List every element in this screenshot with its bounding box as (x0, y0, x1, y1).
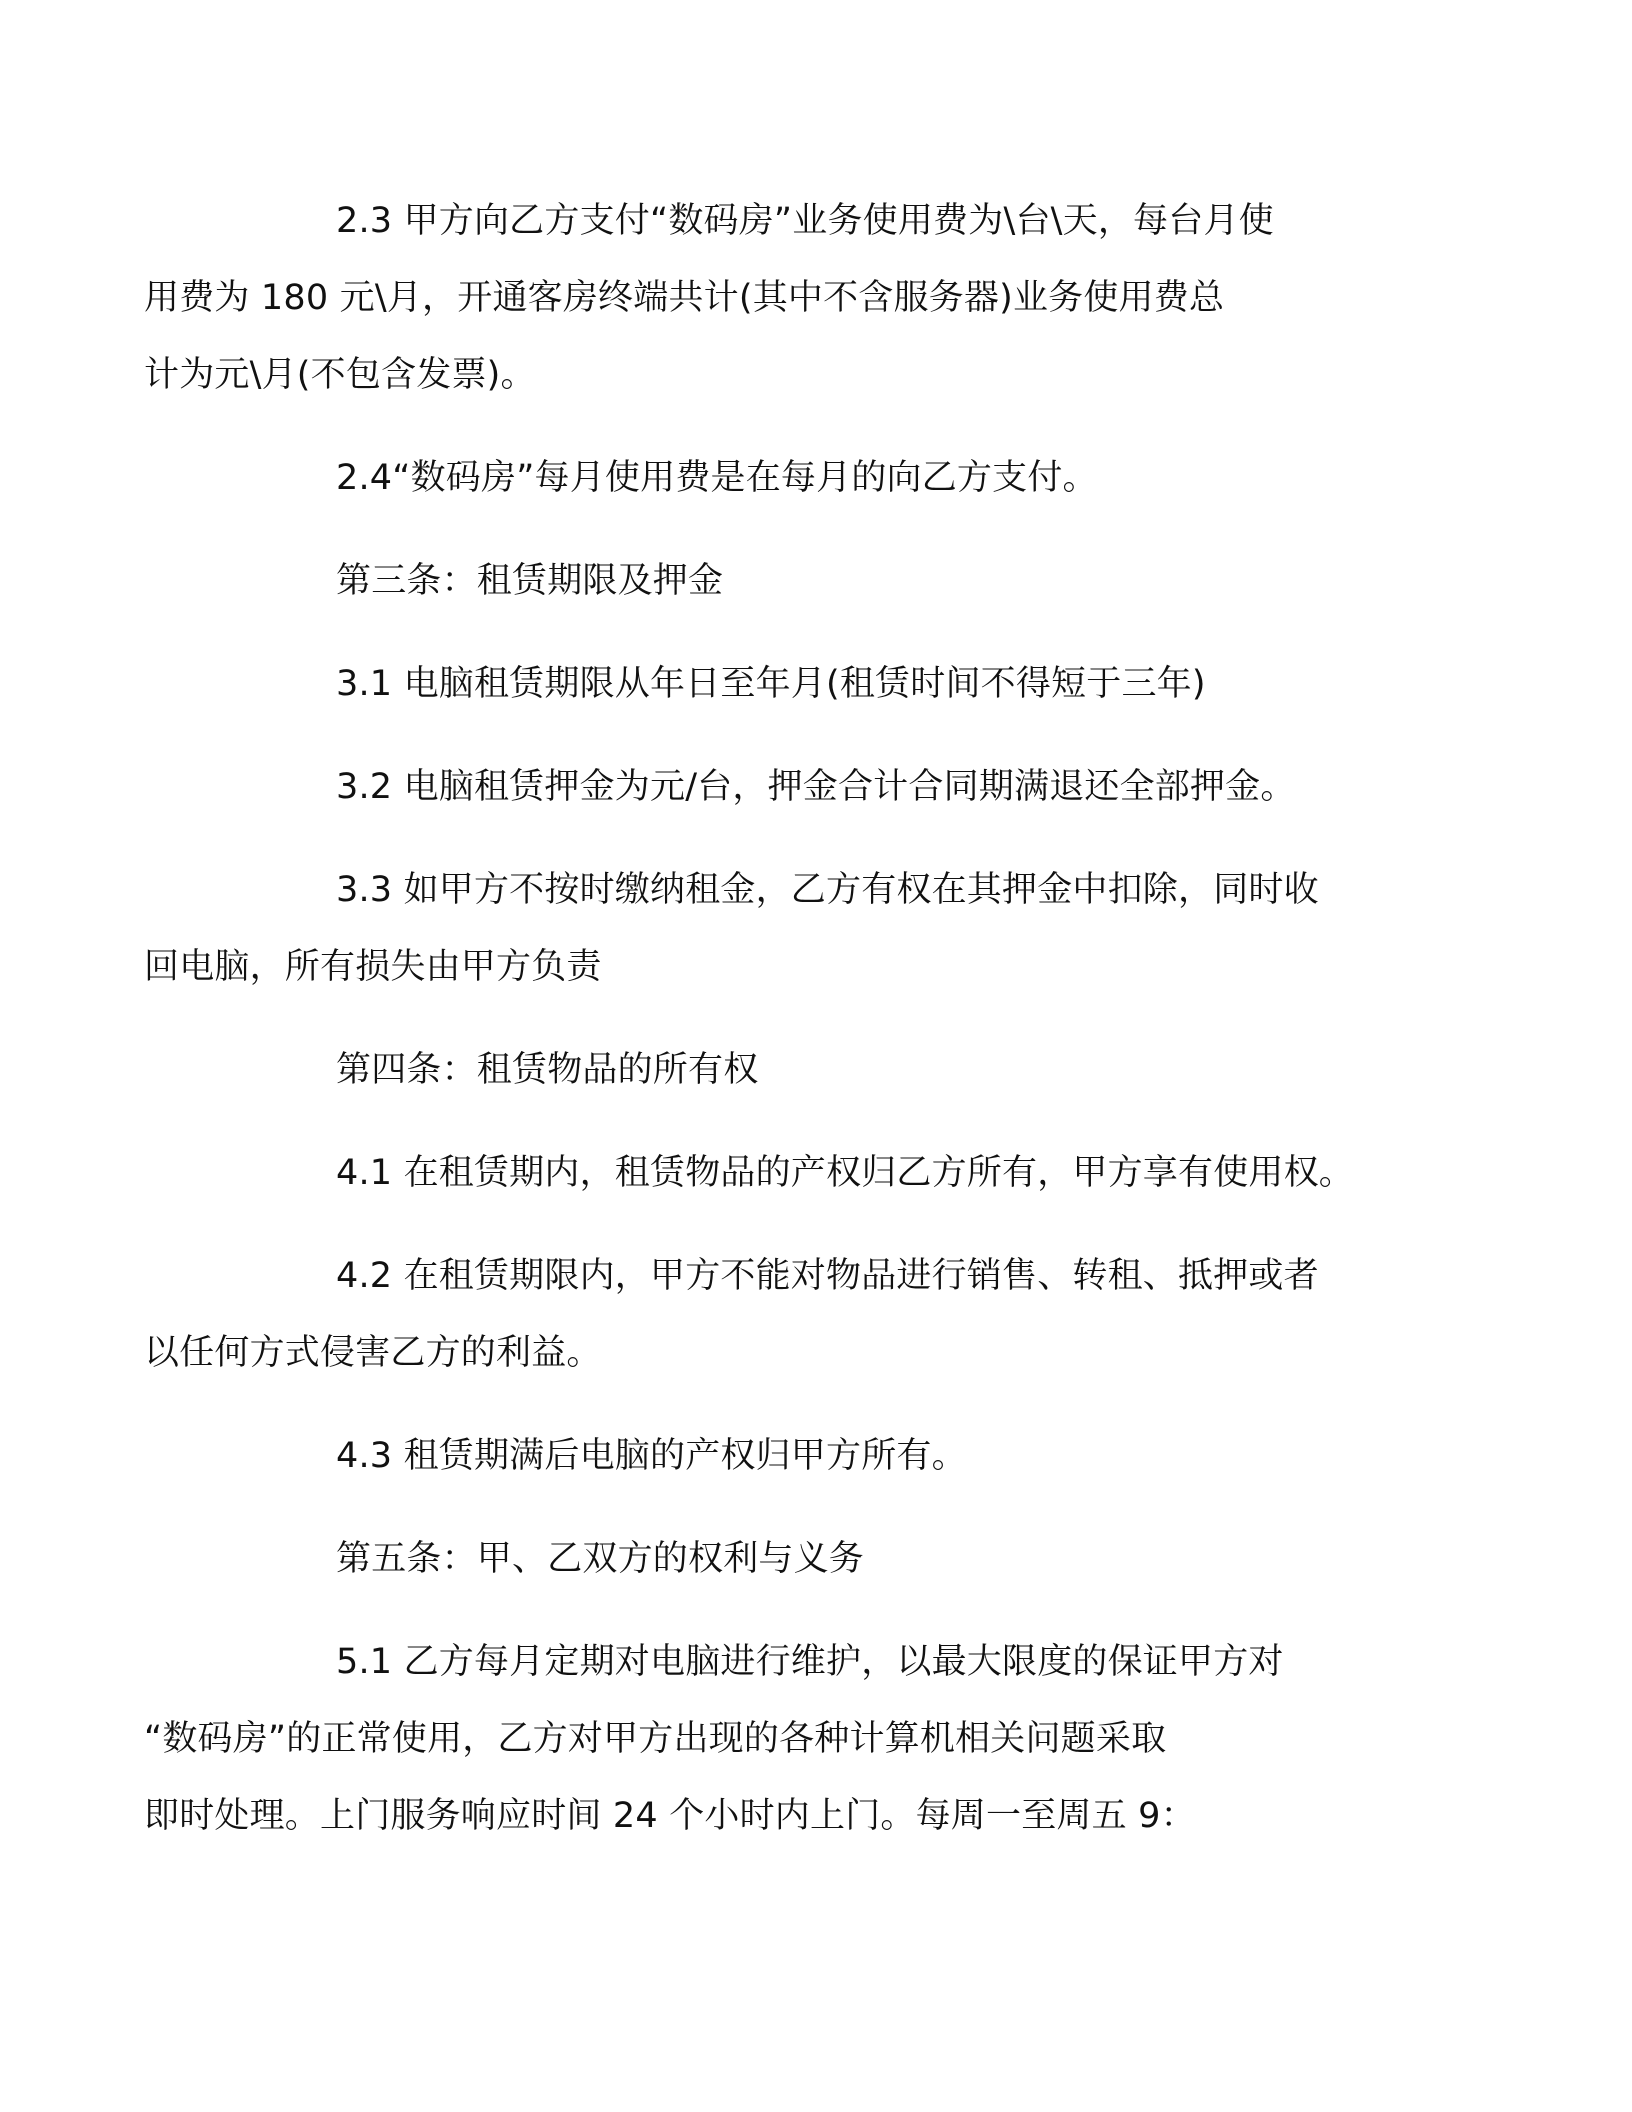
paragraph-line: 2.3 甲方向乙方支付“数码房”业务使用费为\台\天，每台月使 (336, 201, 1274, 241)
paragraph-line: 计为元\月(不包含发票)。 (144, 355, 536, 395)
paragraph-5-1 (144, 1624, 1368, 1855)
paragraph-4-3 (240, 1418, 1368, 1495)
paragraph-line: 回电脑，所有损失由甲方负责 (144, 947, 602, 987)
section-heading: 第四条：租赁物品的所有权 (336, 1050, 759, 1090)
paragraph-3-3 (144, 852, 1368, 1006)
section-heading: 第五条：甲、乙双方的权利与义务 (336, 1539, 865, 1579)
paragraph-3-2 (240, 749, 1368, 826)
paragraph-line: 用费为 180 元\月，开通客房终端共计(其中不含服务器)业务使用费总 (144, 278, 1225, 318)
paragraph-line: 4.2 在租赁期限内，甲方不能对物品进行销售、转租、抵押或者 (336, 1256, 1319, 1296)
paragraph-2-3 (144, 183, 1368, 414)
paragraph-2-4 (240, 440, 1368, 517)
paragraph-line: 即时处理。上门服务响应时间 24 个小时内上门。每周一至周五 9： (144, 1796, 1196, 1836)
paragraph-line: 4.3 租赁期满后电脑的产权归甲方所有。 (336, 1436, 967, 1476)
paragraph-4-1 (240, 1135, 1368, 1212)
document-body (144, 183, 1368, 1881)
paragraph-4-2 (144, 1238, 1368, 1392)
paragraph-line: 4.1 在租赁期内，租赁物品的产权归乙方所有，甲方享有使用权。 (336, 1153, 1354, 1193)
paragraph-3-1 (240, 646, 1368, 723)
paragraph-line: 3.3 如甲方不按时缴纳租金，乙方有权在其押金中扣除，同时收 (336, 870, 1319, 910)
section-heading: 第三条：租赁期限及押金 (336, 561, 724, 601)
paragraph-line: 5.1 乙方每月定期对电脑进行维护，以最大限度的保证甲方对 (336, 1642, 1284, 1682)
paragraph-line: 以任何方式侵害乙方的利益。 (144, 1333, 602, 1373)
section-heading-article-3 (240, 543, 1368, 620)
paragraph-line: 3.1 电脑租赁期限从年日至年月(租赁时间不得短于三年) (336, 664, 1206, 704)
paragraph-line: 2.4“数码房”每月使用费是在每月的向乙方支付。 (336, 458, 1098, 498)
section-heading-article-4 (240, 1032, 1368, 1109)
section-heading-article-5 (240, 1521, 1368, 1598)
paragraph-line: 3.2 电脑租赁押金为元/台，押金合计合同期满退还全部押金。 (336, 767, 1296, 807)
paragraph-line: “数码房”的正常使用，乙方对甲方出现的各种计算机相关问题采取 (144, 1719, 1167, 1759)
